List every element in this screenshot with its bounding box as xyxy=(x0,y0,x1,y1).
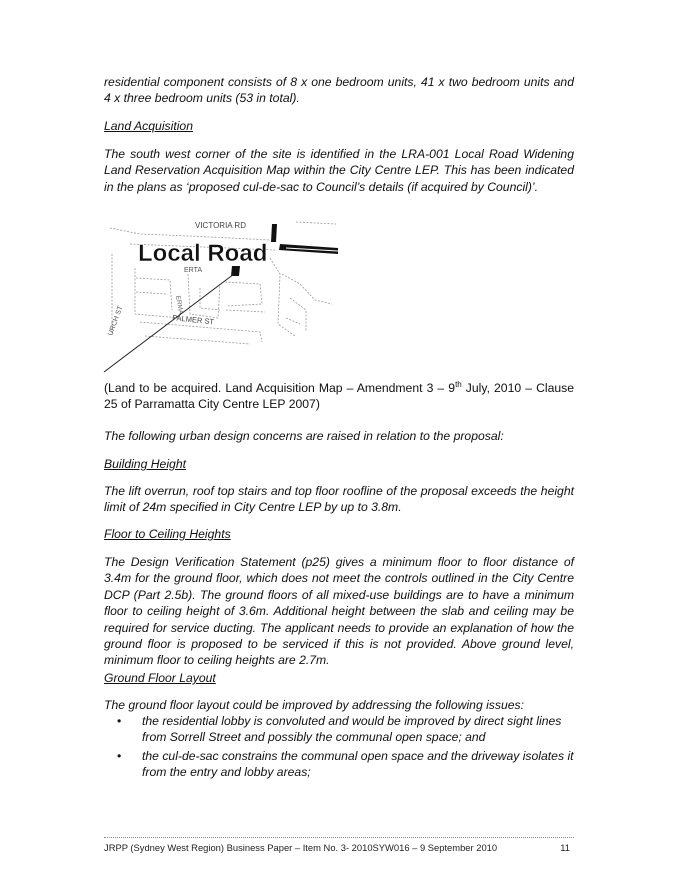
building-height-paragraph: The lift overrun, roof top stairs and top floor roofline of the proposal exceeds the height limit of 24m specified in City Centre LEP by up to 3.8m. xyxy=(104,484,574,515)
floor-heights-paragraph: The Design Verification Statement (p25) gives a minimum floor to floor distance of 3.4m for the ground floor, which does not meet the controls outlined in the City Centre DCP (Part 2.5b). The ground floors of all mixed-use buildings are to have a minimum floor to ceiling height of 3.6m. Additional height between the slab and ceiling may be required for service ducting. The applicant needs to provide an explanation of how the ground floor is proposed to be serviced if this is not provided. Above ground level, minimum floor to ceiling heights are 2.7m. xyxy=(104,555,574,668)
list-item: • the cul-de-sac constrains the communal open space and the driveway isolates it from the entry and lobby areas; xyxy=(117,748,574,780)
land-acquisition-heading: Land Acquisition xyxy=(104,119,193,133)
building-height-heading: Building Height xyxy=(104,457,186,471)
bullet-glyph: • xyxy=(117,748,122,763)
concerns-intro: The following urban design concerns are raised in relation to the proposal: xyxy=(104,429,504,443)
map-local-road-label: Local Road xyxy=(138,240,268,267)
map-street-palmer: PALMER ST xyxy=(171,313,215,327)
footer-divider xyxy=(104,837,574,838)
bullet-glyph: • xyxy=(117,714,122,728)
map-street-side: ERMA xyxy=(174,295,185,315)
floor-heights-heading: Floor to Ceiling Heights xyxy=(104,527,231,541)
ground-floor-heading: Ground Floor Layout xyxy=(104,671,216,685)
map-caption: (Land to be acquired. Land Acquisition Map – Amendment 3 – 9th July, 2010 – Clause 25 of Parramatta City Centre LEP 2007) xyxy=(104,379,575,412)
map-street-victoria: VICTORIA RD xyxy=(195,221,246,230)
page-number: 11 xyxy=(560,842,570,853)
land-acquisition-map xyxy=(100,214,340,374)
ground-floor-intro: The ground floor layout could be improved by addressing the following issues: xyxy=(104,698,525,712)
land-acquisition-paragraph: The south west corner of the site is identified in the LRA-001 Local Road Widening Land Reservation Acquisition Map within the City Centre LEP. This has been indicated in the plans as ‘proposed cul-de-sac to Council’s details (if acquired by Council)’. xyxy=(104,147,574,194)
map-street-church: URCH ST xyxy=(107,305,125,337)
footer-text: JRPP (Sydney West Region) Business Paper – Item No. 3- 2010SYW016 – 9 September 2010 xyxy=(104,842,498,853)
list-item: • the residential lobby is convoluted and would be improved by direct sight lines from Sorrell Street and possibly the communal open space; and xyxy=(117,714,562,745)
map-street-erta: ERTA xyxy=(184,267,203,274)
ground-floor-issues-list xyxy=(104,713,574,783)
intro-paragraph: residential component consists of 8 x one bedroom units, 41 x two bedroom units and 4 x three bedroom units (53 in total). xyxy=(104,75,574,106)
page-footer xyxy=(104,842,574,854)
